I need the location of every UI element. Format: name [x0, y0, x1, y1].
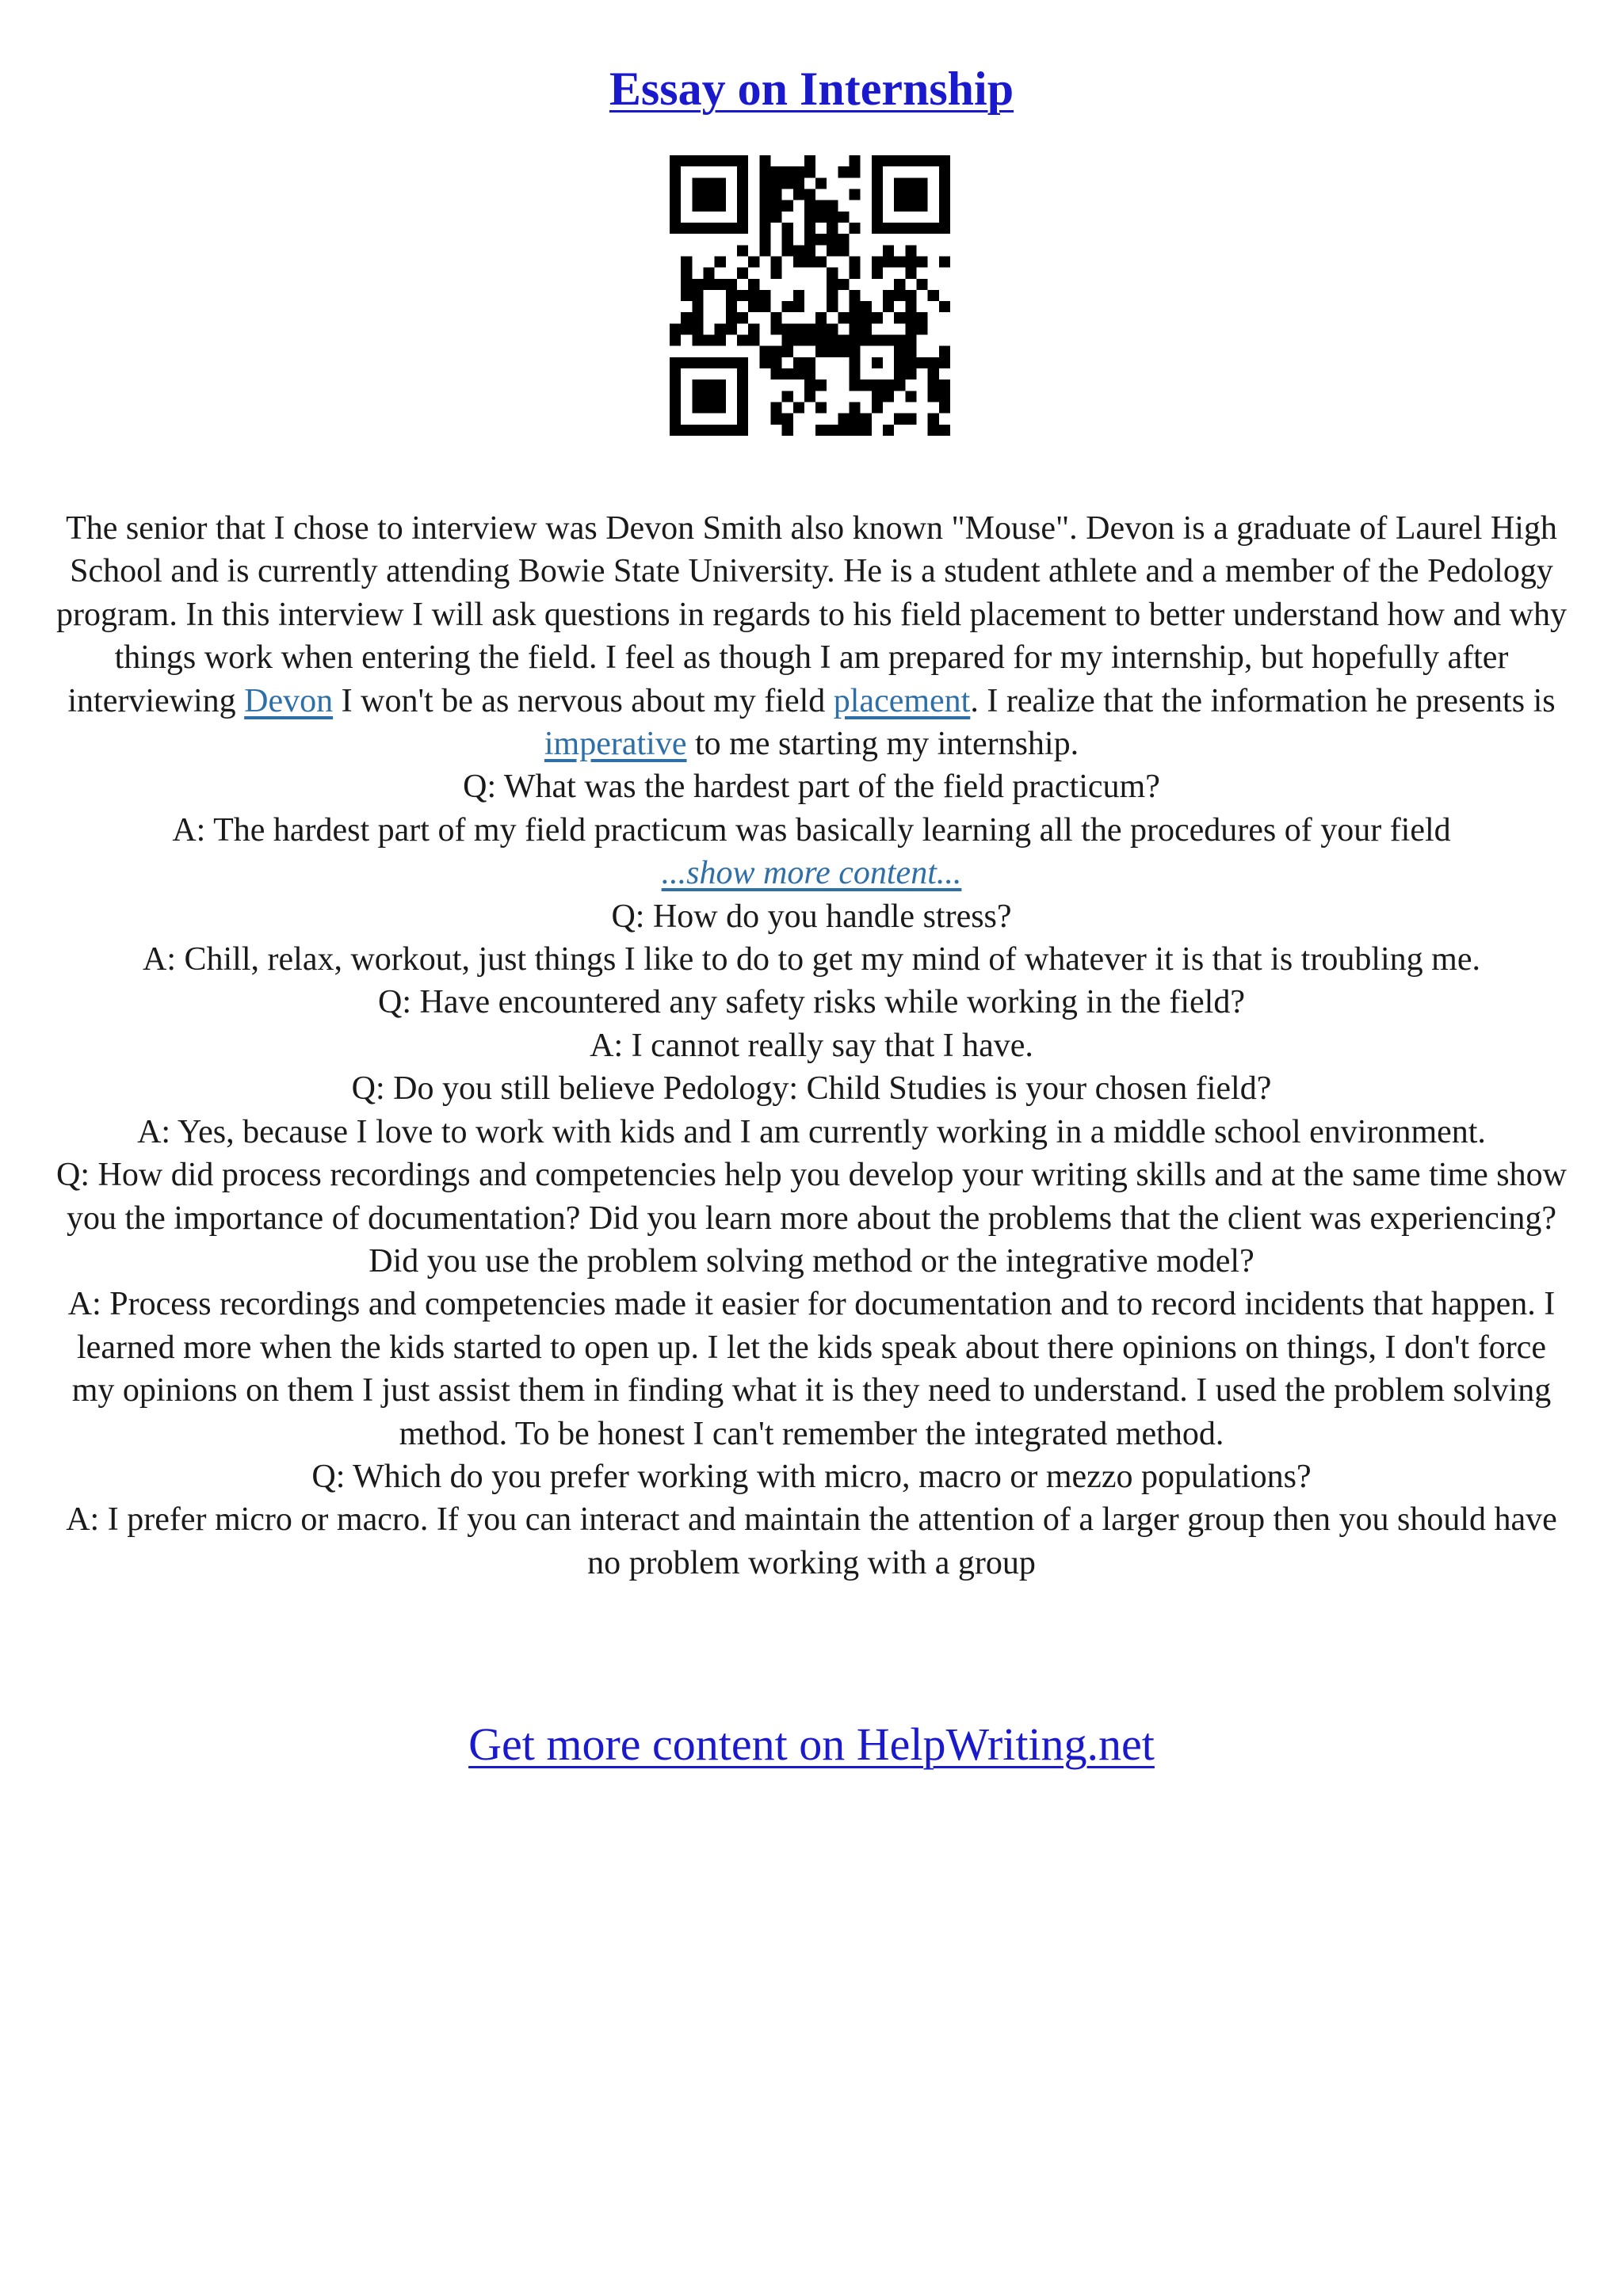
qa-line: Q: Do you still believe Pedology: Child Studies is your chosen field? [351, 1070, 1272, 1108]
essay-body [55, 507, 1568, 1585]
qa-line: A: Chill, relax, workout, just things I like to do to get my mind of whatever it is that is troubling me. [143, 941, 1480, 978]
intro-paragraph [55, 507, 1568, 765]
intro-text: . I realize that the information he presents is [970, 682, 1556, 719]
intro-text: I won't be as nervous about my field [333, 682, 834, 719]
get-more-content-link[interactable]: Get more content on HelpWriting.net [468, 1718, 1155, 1770]
qa-line: Q: What was the hardest part of the field practicum? [463, 769, 1160, 806]
qa-line: Q: Have encountered any safety risks while working in the field? [378, 984, 1245, 1021]
intro-text: The senior that I chose to interview was Devon Smith also known "Mouse". Devon is a graduate of Laurel High School and is currently attending Bowie State University. He is a student athlete and a member of the Pedology program. In this interview I will ask questions in regards to his field placement to better understand how and why things work when entering the field. I feel as though I am prepared for my internship, but hopefully after interviewing [56, 510, 1567, 719]
intro-text: to me starting my internship. [686, 726, 1079, 763]
qa-line: Q: How did process recordings and competencies help you develop your writing skills and at the same time show you the importance of documentation? Did you learn more about the problems that the client was experiencing? Did you use the problem solving method or the integrative model? [56, 1157, 1567, 1280]
page-title [0, 57, 1623, 120]
qa-line: A: I prefer micro or macro. If you can interact and maintain the attention of a larger group then you should have no problem working with a group [66, 1501, 1557, 1581]
devon-link[interactable]: Devon [244, 682, 334, 719]
title-link[interactable]: Essay on Internship [609, 63, 1014, 115]
qa-line: A: Yes, because I love to work with kids and I am currently working in a middle school environment. [137, 1113, 1486, 1150]
qr-code-icon [670, 155, 950, 436]
placement-link[interactable]: placement [833, 682, 971, 719]
qa-line: A: The hardest part of my field practicum was basically learning all the procedures of your field [172, 811, 1451, 849]
show-more-line [55, 852, 1568, 894]
footer [0, 1713, 1623, 1776]
qa-line: Q: How do you handle stress? [611, 898, 1012, 935]
qa-line: A: Process recordings and competencies made it easier for documentation and to record incidents that happen. I learned more when the kids started to open up. I let the kids speak about there opinions on things, I don't force my opinions on them I just assist them in finding what it is they need to understand. I used the problem solving method. To be honest I can't remember the integrated method. [67, 1286, 1556, 1452]
show-more-link[interactable]: ...show more content... [661, 855, 962, 892]
imperative-link[interactable]: imperative [544, 726, 687, 763]
qa-line: Q: Which do you prefer working with micro, macro or mezzo populations? [311, 1458, 1312, 1495]
qa-line: A: I cannot really say that I have. [590, 1027, 1033, 1064]
